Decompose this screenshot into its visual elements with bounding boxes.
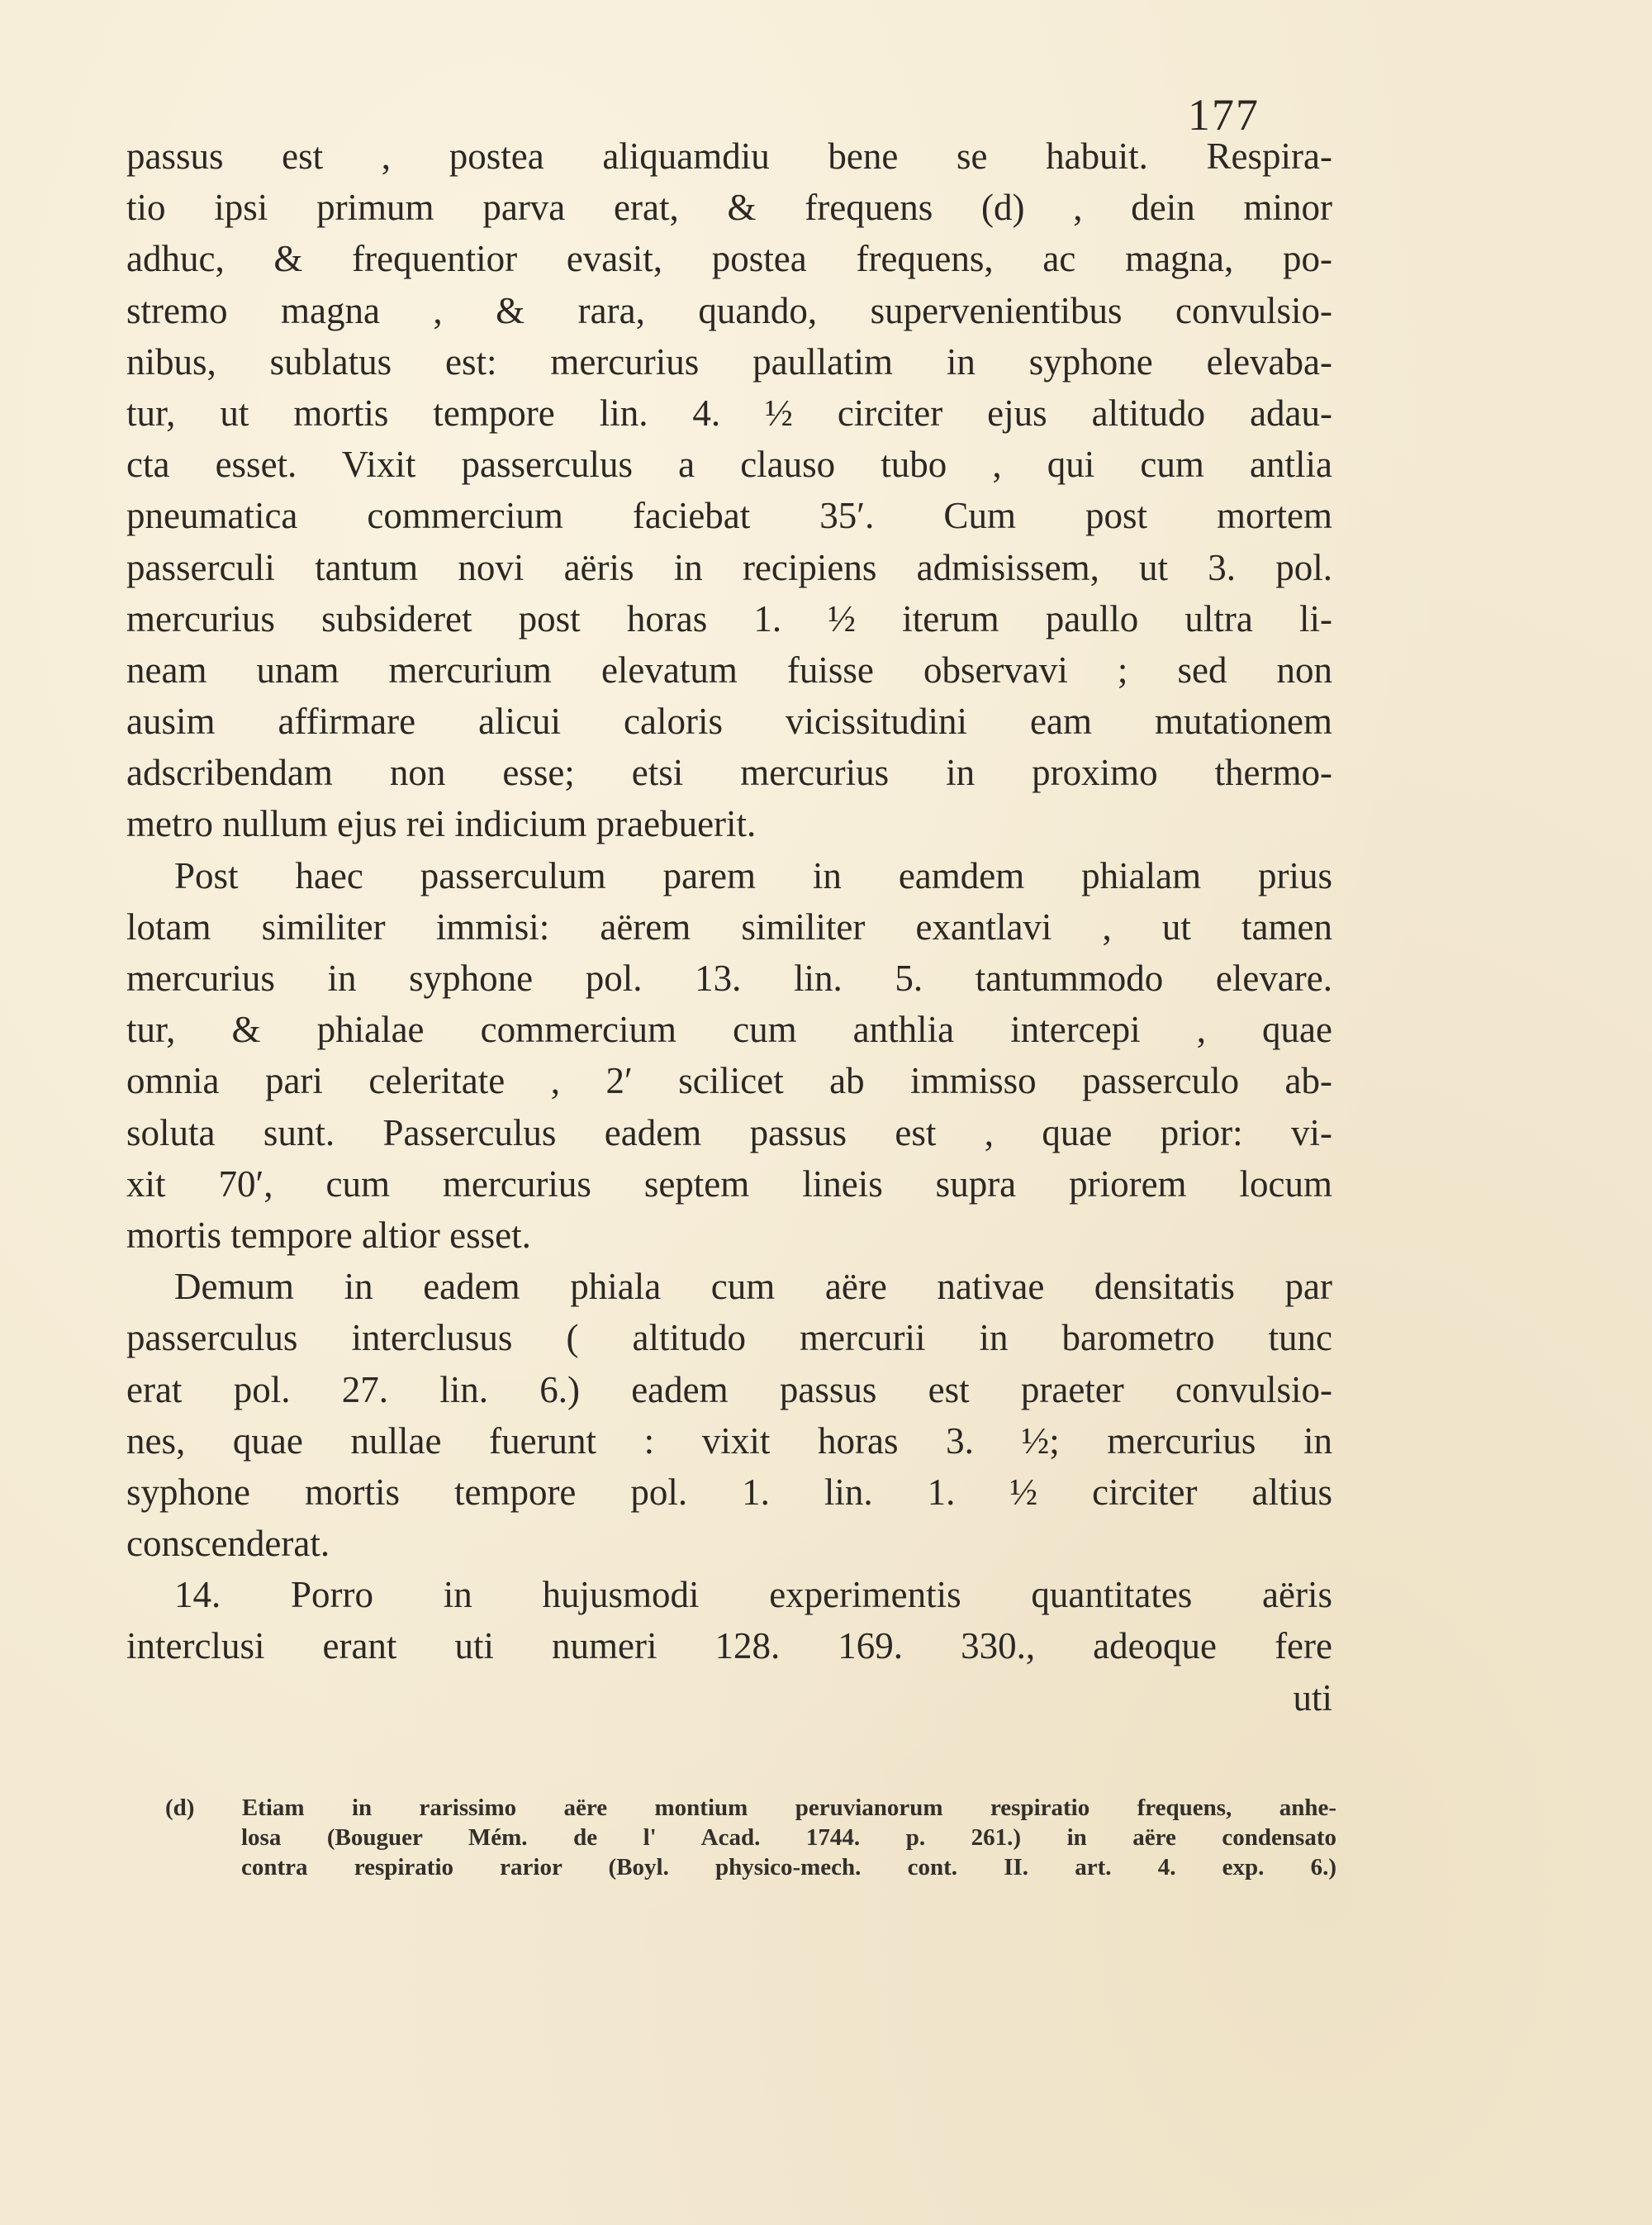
text-line: Demum in eadem phiala cum aëre nativae densitatis par (174, 1266, 1332, 1308)
text-line: Post haec passerculum parem in eamdem phialam prius (174, 854, 1332, 896)
footnote-line: contra respiratio rarior (Boyl. physico-mech. cont. II. art. 4. exp. 6.) (241, 1854, 1336, 1880)
text-line: nibus, sublatus est: mercurius paullatim in syphone elevaba- (126, 340, 1332, 383)
text-line: omnia pari celeritate , 2′ scilicet ab immisso passerculo ab- (126, 1060, 1332, 1102)
text-line: 14. Porro in hujusmodi experimentis quantitates aëris (174, 1574, 1332, 1616)
main-text (126, 131, 1332, 1723)
text-line: passerculus interclusus ( altitudo mercurii in barometro tunc (126, 1317, 1332, 1359)
text-line: metro nullum ejus rei indicium praebuerit. (126, 803, 757, 845)
text-line: cta esset. Vixit passerculus a clauso tubo , qui cum antlia (126, 444, 1332, 486)
text-line: adhuc, & frequentior evasit, postea frequens, ac magna, po- (126, 238, 1332, 280)
text-line: passerculi tantum novi aëris in recipiens admisissem, ut 3. pol. (126, 546, 1332, 588)
text-line: erat pol. 27. lin. 6.) eadem passus est praeter convulsio- (126, 1368, 1332, 1410)
text-line: soluta sunt. Passerculus eadem passus est , quae prior: vi- (126, 1111, 1332, 1153)
text-line: nes, quae nullae fuerunt : vixit horas 3. ½; mercurius in (126, 1419, 1332, 1462)
footnote-line: losa (Bouguer Mém. de l' Acad. 1744. p. 261.) in aëre condensato (241, 1824, 1336, 1851)
text-line: conscenderat. (126, 1523, 330, 1565)
text-line: tur, ut mortis tempore lin. 4. ½ circiter ejus altitudo adau- (126, 392, 1332, 434)
text-line: pneumatica commercium faciebat 35′. Cum post mortem (126, 495, 1332, 537)
page-number: 177 (1188, 90, 1260, 140)
text-line: mercurius subsideret post horas 1. ½ iterum paullo ultra li- (126, 597, 1332, 639)
text-line: mortis tempore altior esset. (126, 1214, 531, 1256)
text-line: interclusi erant uti numeri 128. 169. 330., adeoque fere (126, 1625, 1332, 1667)
text-line: xit 70′, cum mercurius septem lineis supra priorem locum (126, 1162, 1332, 1205)
text-line: passus est , postea aliquamdiu bene se habuit. Respira- (126, 135, 1332, 177)
text-line: neam unam mercurium elevatum fuisse observavi ; sed non (126, 649, 1332, 691)
text-line: mercurius in syphone pol. 13. lin. 5. tantummodo elevare. (126, 958, 1332, 999)
text-line: adscribendam non esse; etsi mercurius in proximo thermo- (126, 752, 1332, 794)
text-line: tur, & phialae commercium cum anthlia intercepi , quae (126, 1009, 1332, 1051)
footnote-line: (d) Etiam in rarissimo aëre montium peruvianorum respiratio frequens, anhe- (165, 1795, 1336, 1821)
text-line: stremo magna , & rara, quando, supervenientibus convulsio- (126, 289, 1332, 331)
text-line: syphone mortis tempore pol. 1. lin. 1. ½ circiter altius (126, 1471, 1332, 1513)
footnote (165, 1793, 1336, 1882)
catchword: uti (1293, 1676, 1332, 1719)
text-line: lotam similiter immisi: aërem similiter exantlavi , ut tamen (126, 906, 1332, 948)
text-line: tio ipsi primum parva erat, & frequens (d) , dein minor (126, 187, 1332, 229)
text-line: ausim affirmare alicui caloris vicissitudini eam mutationem (126, 701, 1332, 743)
